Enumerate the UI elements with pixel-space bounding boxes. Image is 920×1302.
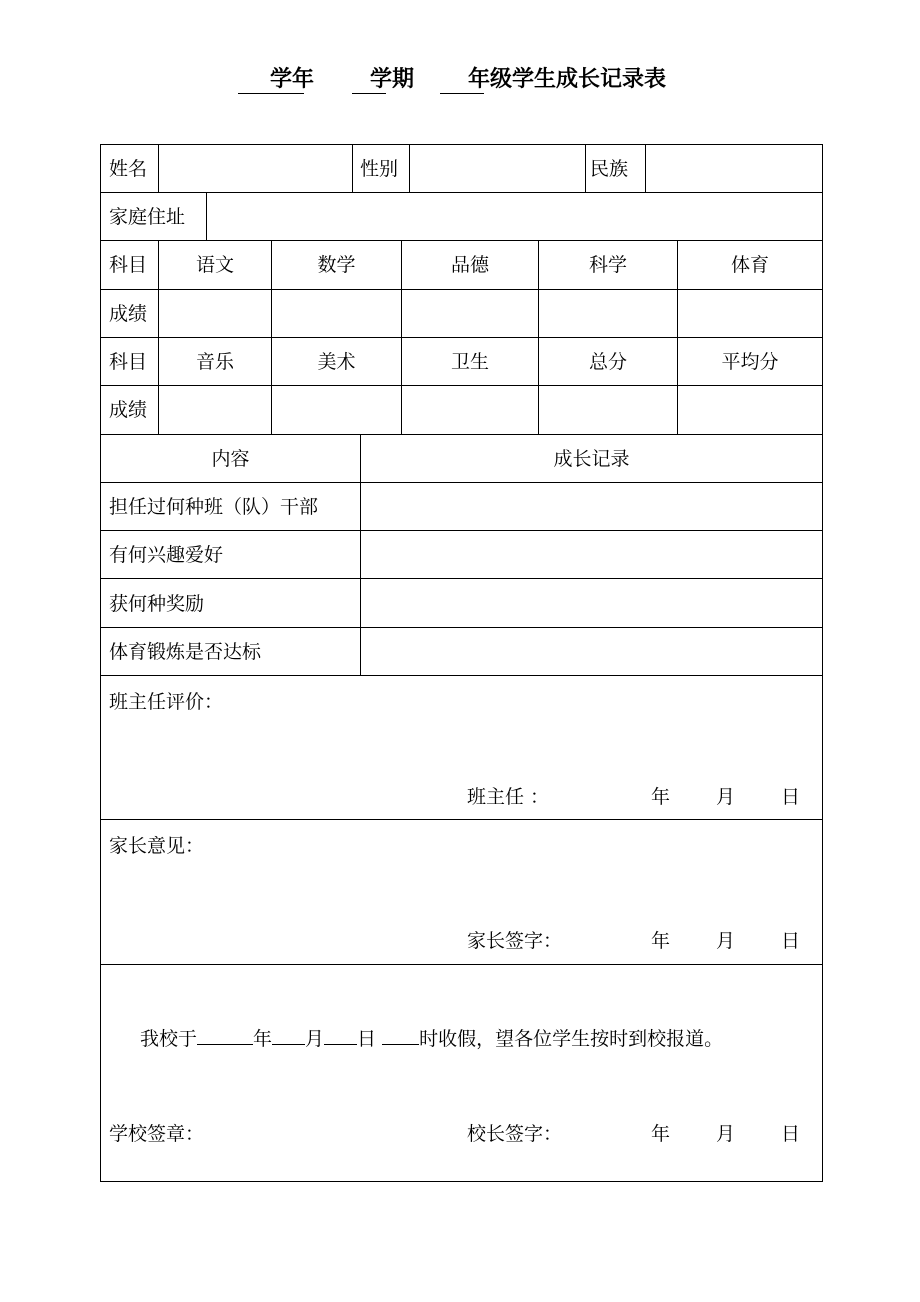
notice-year-label: 年 xyxy=(651,1123,671,1145)
score-field[interactable] xyxy=(539,290,677,337)
score-field[interactable] xyxy=(272,386,401,434)
notice-day-label: 日 xyxy=(781,1123,801,1145)
school-stamp-label: 学校签章： xyxy=(109,1123,205,1145)
score-field[interactable] xyxy=(159,386,271,434)
score-field[interactable] xyxy=(402,386,538,434)
teacher-evaluation-label: 班主任评价： xyxy=(109,691,224,713)
name-label: 姓名 xyxy=(109,158,148,180)
teacher-sign-label: 班主任 ： xyxy=(467,786,550,808)
score-field[interactable] xyxy=(402,290,538,337)
notice-month-blank[interactable] xyxy=(272,1026,305,1045)
notice-text-month: 月 xyxy=(305,1028,325,1050)
score-label: 成绩 xyxy=(109,399,148,421)
row-divider xyxy=(100,337,823,338)
record-item-hobbies: 有何兴趣爱好 xyxy=(109,544,224,566)
gender-field[interactable] xyxy=(410,145,585,192)
gender-label: 性别 xyxy=(360,158,399,180)
holiday-notice xyxy=(140,1026,723,1051)
ethnicity-label: 民族 xyxy=(590,158,629,180)
teacher-day-label: 日 xyxy=(781,786,801,808)
ethnicity-field[interactable] xyxy=(646,145,822,192)
record-field[interactable] xyxy=(361,628,822,675)
score-field[interactable] xyxy=(678,290,822,337)
record-field[interactable] xyxy=(361,483,822,530)
notice-text-rest: 时收假，望各位学生按时到校报道。 xyxy=(419,1028,724,1050)
teacher-month-label: 月 xyxy=(716,786,736,808)
table-border-bottom xyxy=(100,1181,823,1182)
row-divider xyxy=(100,675,823,676)
notice-year-blank[interactable] xyxy=(197,1026,253,1045)
notice-time-blank[interactable] xyxy=(382,1026,419,1045)
parent-sign-label: 家长签字： xyxy=(467,930,563,952)
page-title xyxy=(0,64,920,96)
row-divider xyxy=(100,964,823,965)
record-item-cadre: 担任过何种班（队）干部 xyxy=(109,496,319,518)
title-part-academic-year: 学年 xyxy=(270,66,315,92)
record-item-awards: 获何种奖励 xyxy=(109,593,205,615)
notice-text-school: 我校于 xyxy=(140,1028,198,1050)
subject-morality: 品德 xyxy=(450,254,489,276)
record-field[interactable] xyxy=(361,531,822,578)
subject-hygiene: 卫生 xyxy=(450,351,489,373)
subject-math: 数学 xyxy=(317,254,356,276)
title-part-semester: 学期 xyxy=(370,66,415,92)
subject-label: 科目 xyxy=(109,254,148,276)
table-border-left xyxy=(100,144,101,1182)
subject-total: 总分 xyxy=(588,351,627,373)
parent-year-label: 年 xyxy=(651,930,671,952)
address-label: 家庭住址 xyxy=(109,206,186,228)
record-item-fitness: 体育锻炼是否达标 xyxy=(109,641,262,663)
score-label: 成绩 xyxy=(109,303,148,325)
notice-text-year: 年 xyxy=(253,1028,273,1050)
subject-music: 音乐 xyxy=(195,351,234,373)
subject-science: 科学 xyxy=(588,254,627,276)
row-divider xyxy=(100,434,823,435)
teacher-evaluation-field[interactable] xyxy=(101,716,822,776)
row-divider xyxy=(100,819,823,820)
growth-record-header: 成长记录 xyxy=(553,448,630,470)
address-field[interactable] xyxy=(207,193,822,240)
parent-day-label: 日 xyxy=(781,930,801,952)
notice-month-label: 月 xyxy=(716,1123,736,1145)
subject-average: 平均分 xyxy=(721,351,779,373)
score-field[interactable] xyxy=(159,290,271,337)
score-field[interactable] xyxy=(272,290,401,337)
score-field[interactable] xyxy=(678,386,822,434)
subject-label: 科目 xyxy=(109,351,148,373)
title-part-record: 年级学生成长记录表 xyxy=(468,66,667,92)
content-header: 内容 xyxy=(211,448,250,470)
subject-pe: 体育 xyxy=(730,254,769,276)
col-divider xyxy=(352,144,353,193)
subject-art: 美术 xyxy=(317,351,356,373)
notice-day-blank[interactable] xyxy=(324,1026,357,1045)
parent-month-label: 月 xyxy=(716,930,736,952)
row-divider xyxy=(100,240,823,241)
notice-text-day: 日 xyxy=(357,1028,377,1050)
principal-sign-label: 校长签字： xyxy=(467,1123,563,1145)
score-field[interactable] xyxy=(539,386,677,434)
record-field[interactable] xyxy=(361,579,822,627)
teacher-year-label: 年 xyxy=(651,786,671,808)
col-divider xyxy=(585,144,586,193)
parent-opinion-field[interactable] xyxy=(101,860,822,922)
table-border-right xyxy=(822,144,823,1182)
parent-opinion-label: 家长意见： xyxy=(109,835,205,857)
name-field[interactable] xyxy=(159,145,352,192)
subject-chinese: 语文 xyxy=(195,254,234,276)
